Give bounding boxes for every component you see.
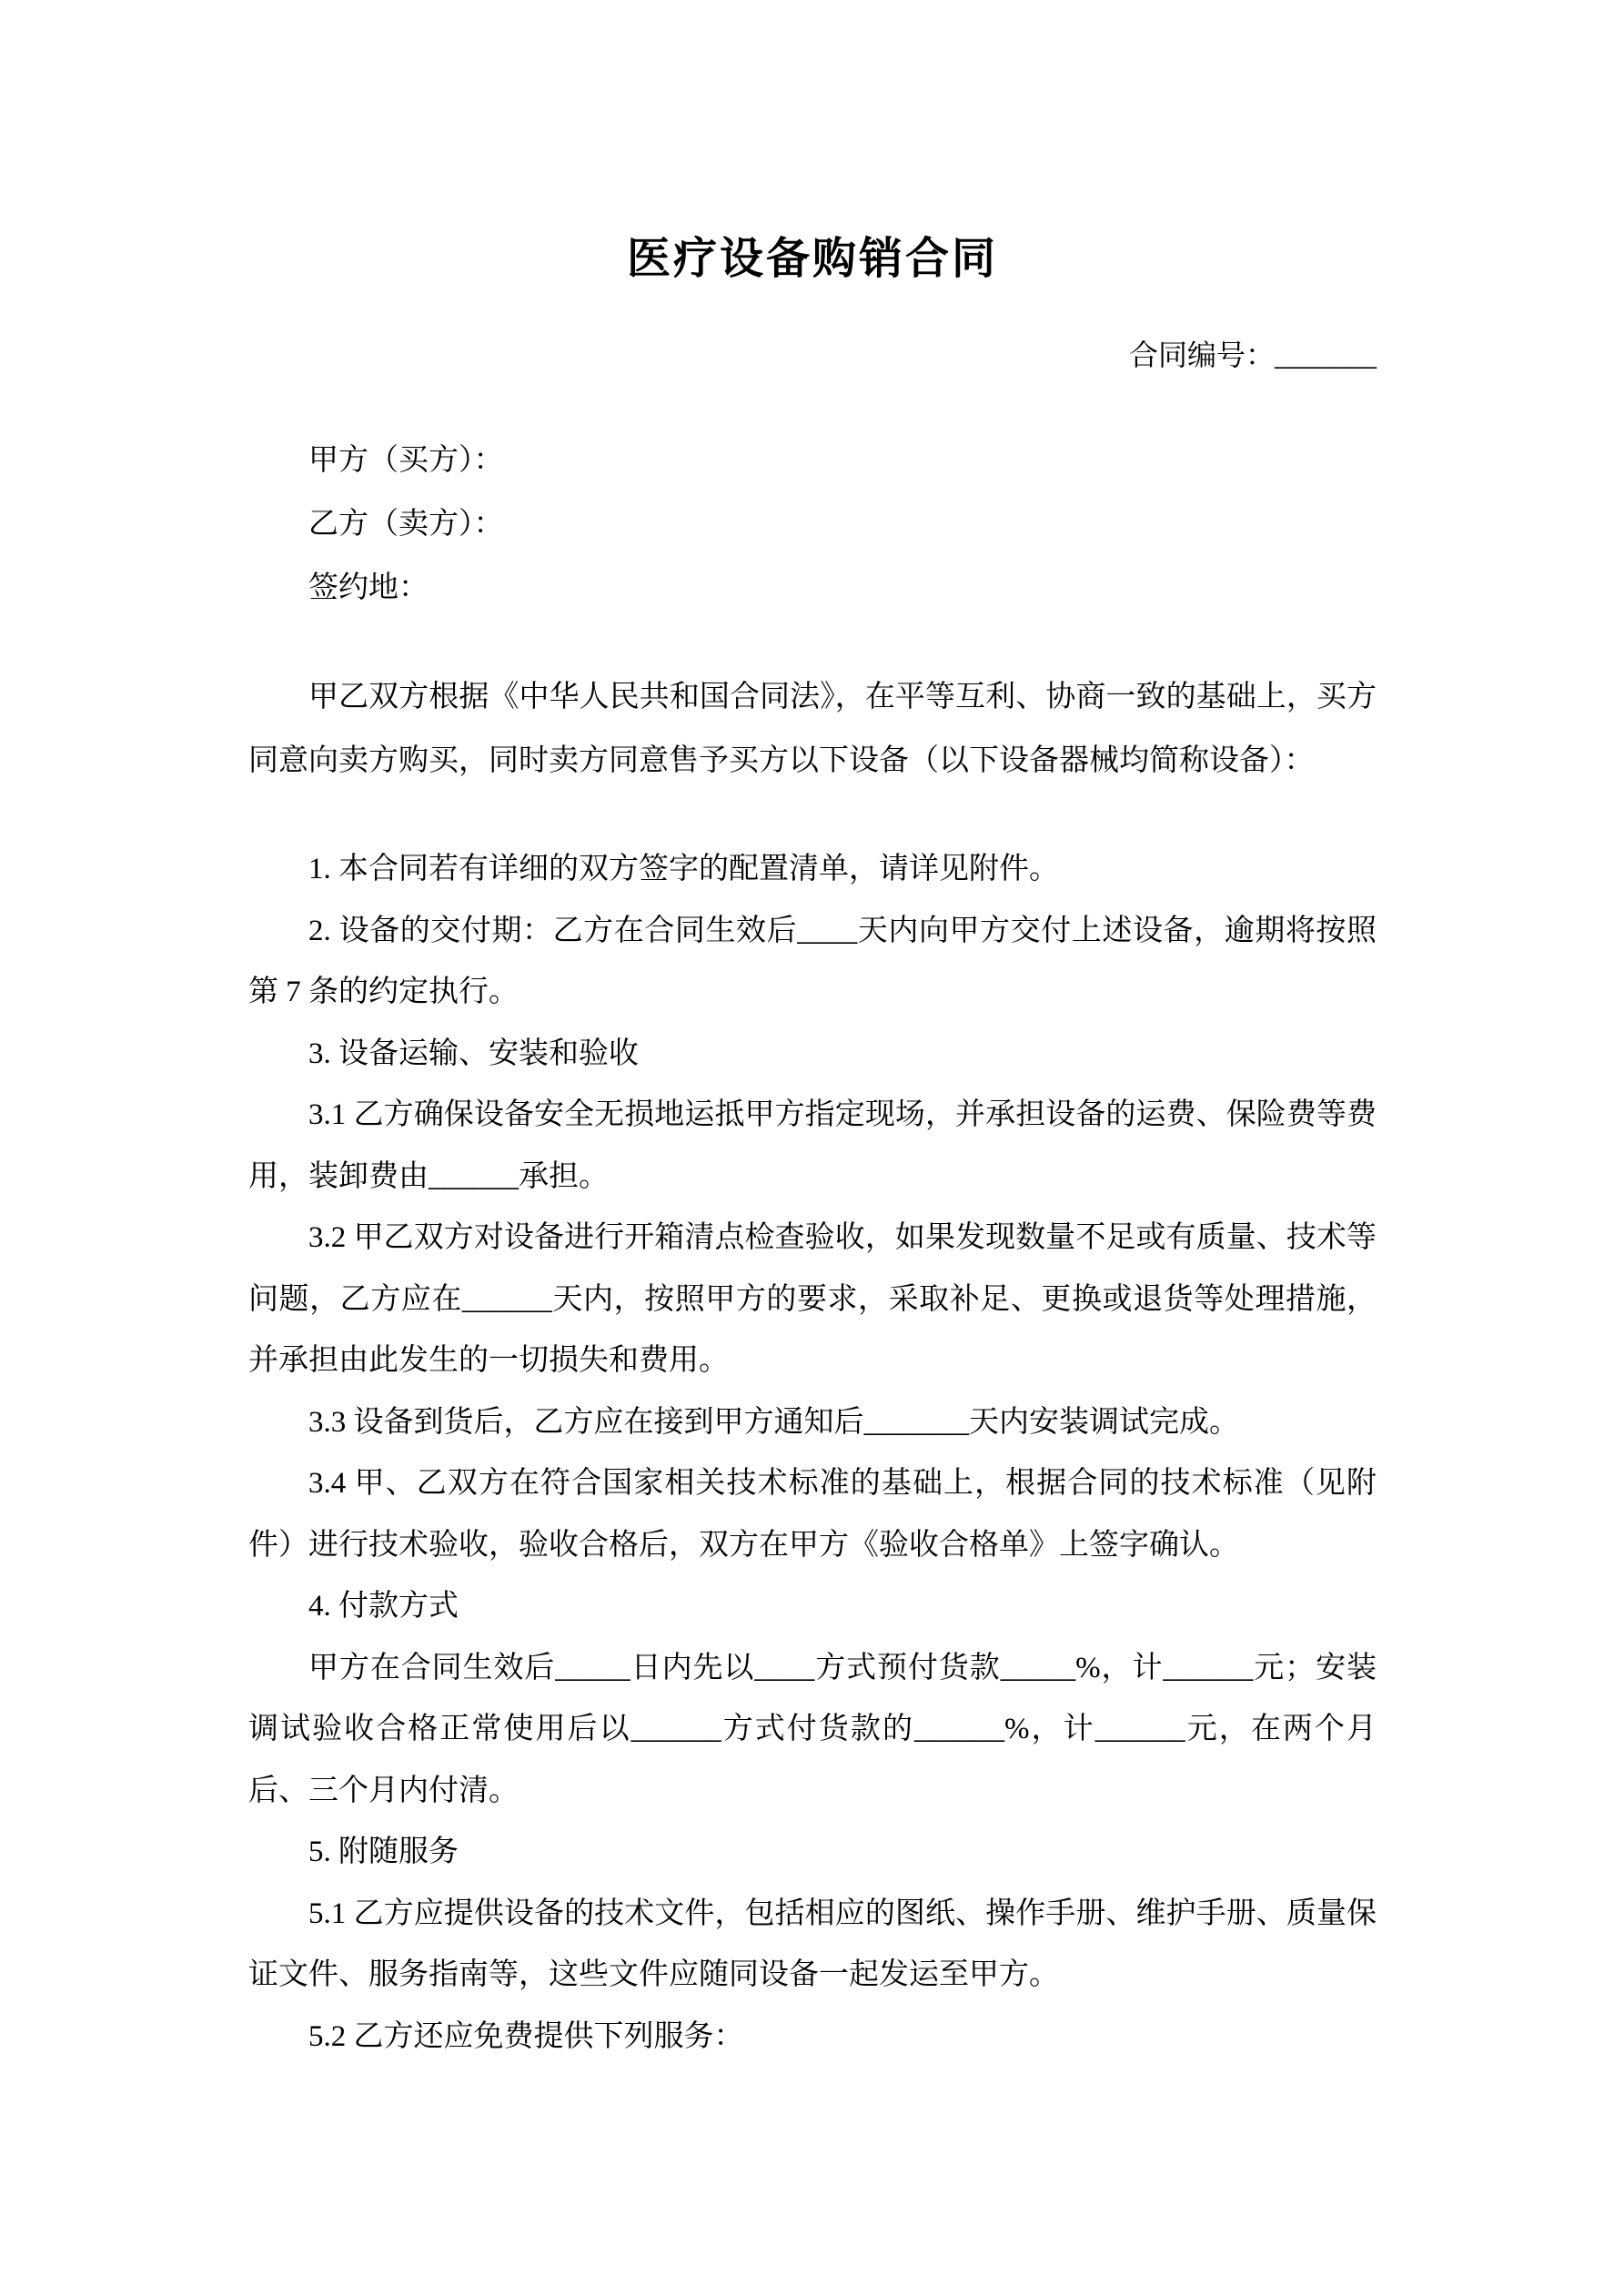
clause-paragraph: 3.2 甲乙双方对设备进行开箱清点检查验收，如果发现数量不足或有质量、技术等问题，乙方应在______天内，按照甲方的要求，采取补足、更换或退货等处理措施，并承担由此发生的一切损失和费用。 xyxy=(248,1221,1377,1377)
clause-paragraph: 2. 设备的交付期：乙方在合同生效后____天内向甲方交付上述设备，逾期将按照第 7 条的约定执行。 xyxy=(248,914,1377,1008)
clause-paragraph: 4. 付款方式 xyxy=(308,1590,459,1623)
clause-paragraph: 5.1 乙方应提供设备的技术文件，包括相应的图纸、操作手册、维护手册、质量保证文件、服务指南等，这些文件应随同设备一起发运至甲方。 xyxy=(248,1896,1377,1991)
clause-paragraph: 1. 本合同若有详细的双方签字的配置清单，请详见附件。 xyxy=(308,853,1059,885)
clause-paragraph: 甲方在合同生效后_____日内先以____方式预付货款_____%，计______元；安装调试验收合格正常使用后以______方式付货款的______%，计______元，在两个月后、三个月内付清。 xyxy=(248,1651,1377,1807)
parties-block xyxy=(248,429,1377,620)
contract-number-blank: _______ xyxy=(1275,339,1377,371)
clause-paragraph: 3.3 设备到货后，乙方应在接到甲方通知后_______天内安装调试完成。 xyxy=(308,1405,1239,1439)
party-line: 乙方（卖方）： xyxy=(308,508,504,541)
document-title: 医疗设备购销合同 xyxy=(626,235,998,283)
party-line: 甲方（买方）： xyxy=(308,444,504,477)
clause-paragraph: 5.2 乙方还应免费提供下列服务： xyxy=(308,2019,744,2053)
opening-paragraph: 甲乙双方根据《中华人民共和国合同法》，在平等互利、协商一致的基础上，买方同意向卖方购买，同时卖方同意售予买方以下设备（以下设备器械均简称设备）： xyxy=(248,681,1377,777)
contract-number-line xyxy=(248,334,1377,376)
party-line: 签约地： xyxy=(308,571,429,604)
clause-paragraph: 3. 设备运输、安装和验收 xyxy=(308,1037,639,1070)
clause-paragraph: 3.4 甲、乙双方在符合国家相关技术标准的基础上，根据合同的技术标准（见附件）进行技术验收，验收合格后，双方在甲方《验收合格单》上签字确认。 xyxy=(248,1467,1377,1562)
clause-paragraph: 3.1 乙方确保设备安全无损地运抵甲方指定现场，并承担设备的运费、保险费等费用，装卸费由______承担。 xyxy=(248,1098,1377,1193)
contract-number-label: 合同编号： xyxy=(1128,339,1275,371)
clause-paragraph: 5. 附随服务 xyxy=(308,1836,459,1868)
document-content xyxy=(248,0,1377,2068)
clauses-block xyxy=(248,839,1377,2068)
